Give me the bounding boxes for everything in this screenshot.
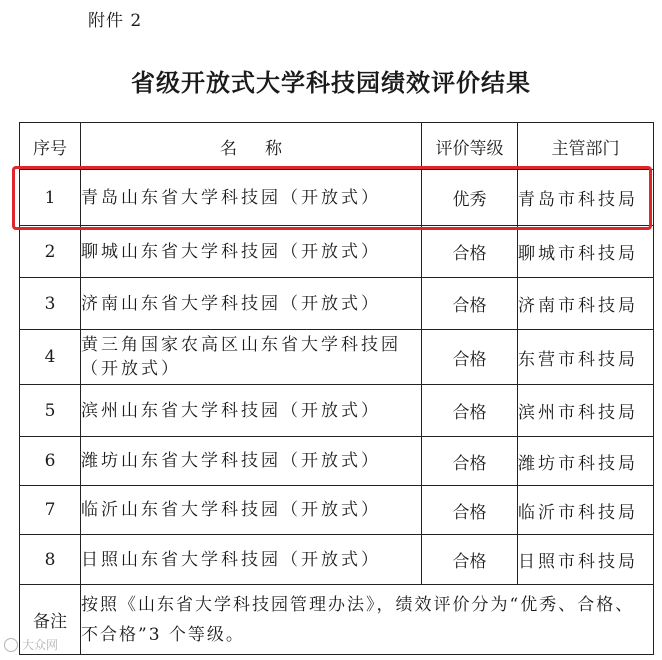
watermark bbox=[4, 636, 58, 653]
table-row bbox=[20, 330, 654, 385]
note-label: 备注 bbox=[20, 585, 81, 655]
row-dept: 东营市科技局 bbox=[518, 330, 654, 385]
header-index: 序号 bbox=[20, 123, 81, 170]
watermark-text: 大众网 bbox=[22, 638, 59, 652]
row-grade: 合格 bbox=[422, 226, 518, 278]
row-index: 1 bbox=[20, 170, 81, 226]
row-name: 青岛山东省大学科技园（开放式） bbox=[81, 170, 422, 226]
table-row bbox=[20, 486, 654, 535]
row-name: 日照山东省大学科技园（开放式） bbox=[81, 535, 422, 585]
attachment-label: 附件 2 bbox=[88, 11, 143, 31]
note-text: 按照《山东省大学科技园管理办法》，绩效评价分为“优秀、合格、不合格”3 个等级。 bbox=[81, 585, 654, 655]
row-grade: 合格 bbox=[422, 385, 518, 437]
row-dept: 济南市科技局 bbox=[518, 278, 654, 330]
table-row bbox=[20, 437, 654, 486]
row-index: 2 bbox=[20, 226, 81, 278]
camera-icon bbox=[4, 638, 18, 652]
row-name: 聊城山东省大学科技园（开放式） bbox=[81, 226, 422, 278]
row-grade: 合格 bbox=[422, 330, 518, 385]
page-title: 省级开放式大学科技园绩效评价结果 bbox=[131, 69, 531, 97]
row-dept: 滨州市科技局 bbox=[518, 385, 654, 437]
row-grade: 合格 bbox=[422, 437, 518, 486]
table-header-row bbox=[20, 123, 654, 170]
row-dept: 青岛市科技局 bbox=[518, 170, 654, 226]
row-name: 黄三角国家农高区山东省大学科技园（开放式） bbox=[81, 330, 422, 385]
row-index: 8 bbox=[20, 535, 81, 585]
row-dept: 聊城市科技局 bbox=[518, 226, 654, 278]
row-index: 6 bbox=[20, 437, 81, 486]
table-row bbox=[20, 385, 654, 437]
row-name: 滨州山东省大学科技园（开放式） bbox=[81, 385, 422, 437]
row-grade: 优秀 bbox=[422, 170, 518, 226]
row-grade: 合格 bbox=[422, 486, 518, 535]
row-grade: 合格 bbox=[422, 535, 518, 585]
header-dept: 主管部门 bbox=[518, 123, 654, 170]
row-index: 7 bbox=[20, 486, 81, 535]
row-dept: 日照市科技局 bbox=[518, 535, 654, 585]
row-index: 5 bbox=[20, 385, 81, 437]
header-grade: 评价等级 bbox=[422, 123, 518, 170]
header-name-part2: 称 bbox=[265, 138, 282, 159]
table-row bbox=[20, 226, 654, 278]
row-name: 临沂山东省大学科技园（开放式） bbox=[81, 486, 422, 535]
row-dept: 临沂市科技局 bbox=[518, 486, 654, 535]
row-grade: 合格 bbox=[422, 278, 518, 330]
row-dept: 潍坊市科技局 bbox=[518, 437, 654, 486]
row-name: 潍坊山东省大学科技园（开放式） bbox=[81, 437, 422, 486]
note-row bbox=[20, 585, 654, 655]
table-row bbox=[20, 278, 654, 330]
header-name bbox=[81, 123, 422, 170]
row-index: 4 bbox=[20, 330, 81, 385]
row-index: 3 bbox=[20, 278, 81, 330]
header-name-part1: 名 bbox=[220, 138, 237, 159]
results-table bbox=[19, 122, 654, 655]
table-row bbox=[20, 535, 654, 585]
table-row bbox=[20, 170, 654, 226]
row-name: 济南山东省大学科技园（开放式） bbox=[81, 278, 422, 330]
